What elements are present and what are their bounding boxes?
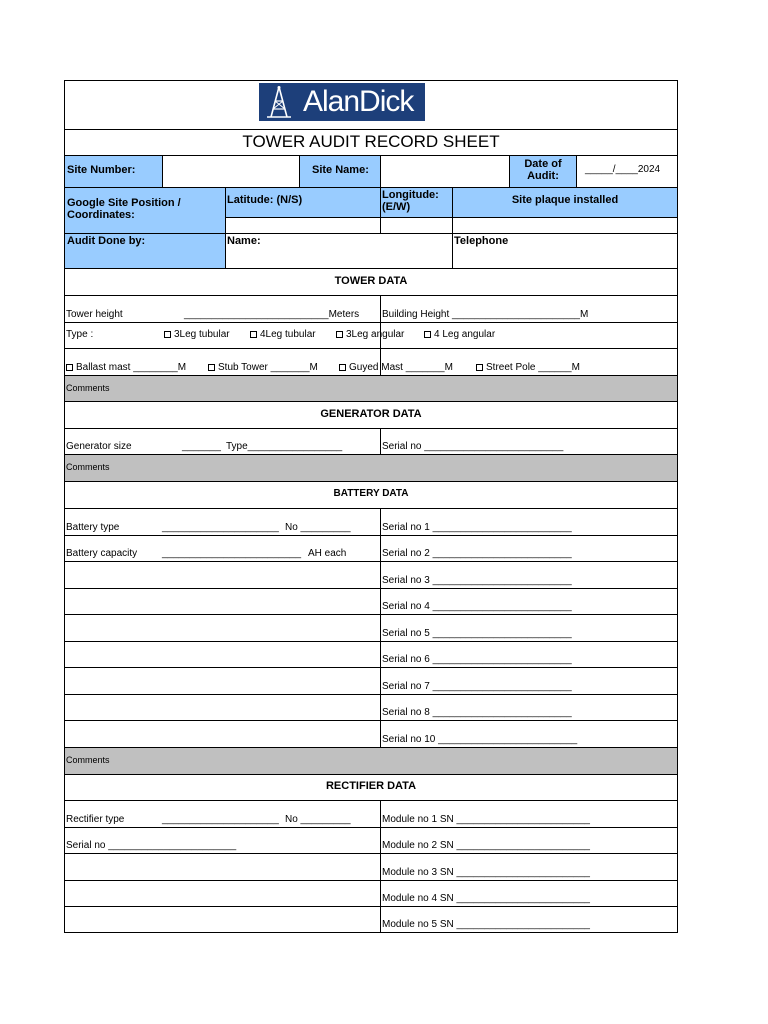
type-option-4leg-angular[interactable]: 4 Leg angular <box>424 329 495 341</box>
logo-text: AlanDick <box>303 85 414 118</box>
latitude-cell <box>225 188 380 233</box>
battery-capacity-field[interactable]: _________________________ <box>162 548 302 559</box>
plaque-label: Site plaque installed <box>511 194 619 206</box>
generator-comments-label: Comments <box>66 462 110 472</box>
name-label: Name: <box>227 235 261 247</box>
audit-done-by-label: Audit Done by: <box>67 235 146 247</box>
checkbox-icon <box>164 331 171 338</box>
battery-row-7 <box>65 668 677 695</box>
generator-serial-field[interactable]: Serial no _________________________ <box>382 441 564 452</box>
checkbox-icon <box>476 364 483 371</box>
site-number-label-cell <box>65 156 162 187</box>
battery-row-4 <box>65 589 677 615</box>
tower-heading-row <box>65 269 677 296</box>
coordinates-row <box>65 188 677 234</box>
generator-size-field[interactable]: _______ <box>182 441 221 452</box>
battery-type-label: Battery type <box>66 522 120 533</box>
type-label: Type : <box>66 329 94 340</box>
google-position-label-cell <box>65 188 225 233</box>
tower-comments-label: Comments <box>66 383 110 393</box>
battery-serial-5[interactable]: Serial no 5 _________________________ <box>382 628 572 639</box>
battery-serial-6[interactable]: Serial no 6 _________________________ <box>382 654 572 665</box>
title-row <box>65 130 677 156</box>
tower-logo-icon <box>259 83 299 121</box>
date-label-cell <box>509 156 576 187</box>
site-number-label: Site Number: <box>67 164 136 176</box>
longitude-cell <box>380 188 452 233</box>
mast-type-row <box>65 349 677 376</box>
rectifier-row-5 <box>65 907 677 933</box>
site-name-label-cell <box>299 156 380 187</box>
module-5-serial[interactable]: Module no 5 SN ________________________ <box>382 919 590 930</box>
tower-height-label: Tower height <box>66 309 123 320</box>
audit-by-row <box>65 234 677 269</box>
telephone-field[interactable] <box>452 234 677 268</box>
google-position-label: Google Site Position / Coordinates: <box>67 197 181 221</box>
battery-row-1 <box>65 509 677 536</box>
battery-row-5 <box>65 615 677 642</box>
module-3-serial[interactable]: Module no 3 SN ________________________ <box>382 867 590 878</box>
tower-type-row <box>65 323 677 349</box>
site-number-field[interactable] <box>162 156 299 187</box>
generator-comments-row[interactable] <box>65 455 677 482</box>
battery-comments-label: Comments <box>66 755 110 765</box>
rectifier-row-4 <box>65 881 677 907</box>
battery-serial-4[interactable]: Serial no 4 _________________________ <box>382 601 572 612</box>
battery-row-6 <box>65 642 677 668</box>
guyed-mast-option[interactable]: Guyed Mast _______M <box>339 362 453 374</box>
battery-heading-row <box>65 482 677 509</box>
site-name-label: Site Name: <box>312 164 369 176</box>
battery-serial-8[interactable]: Serial no 8 _________________________ <box>382 707 572 718</box>
generator-data-heading: GENERATOR DATA <box>320 408 422 420</box>
latitude-label: Latitude: (N/S) <box>227 194 303 206</box>
site-number-row <box>65 156 677 188</box>
checkbox-icon <box>336 331 343 338</box>
generator-row <box>65 429 677 455</box>
street-pole-option[interactable]: Street Pole ______M <box>476 362 580 374</box>
sheet-title: TOWER AUDIT RECORD SHEET <box>242 132 500 151</box>
name-field[interactable] <box>225 234 452 268</box>
module-2-serial[interactable]: Module no 2 SN ________________________ <box>382 840 590 851</box>
date-value: _____/____2024 <box>585 164 661 175</box>
site-name-field[interactable] <box>380 156 509 187</box>
battery-serial-7[interactable]: Serial no 7 _________________________ <box>382 681 572 692</box>
battery-no-field[interactable]: No _________ <box>285 522 351 533</box>
checkbox-icon <box>339 364 346 371</box>
date-of-audit-label: Date of Audit: <box>524 158 562 182</box>
battery-serial-2[interactable]: Serial no 2 _________________________ <box>382 548 572 559</box>
plaque-cell <box>452 188 677 233</box>
company-logo <box>259 83 425 121</box>
stub-tower-option[interactable]: Stub Tower _______M <box>208 362 318 374</box>
rectifier-no-field[interactable]: No _________ <box>285 814 351 825</box>
battery-capacity-label: Battery capacity <box>66 548 138 559</box>
tower-data-heading: TOWER DATA <box>334 275 408 287</box>
type-option-4leg-tubular[interactable]: 4Leg tubular <box>250 329 316 341</box>
tower-comments-row[interactable] <box>65 376 677 402</box>
rectifier-row-1 <box>65 801 677 828</box>
rectifier-row-2 <box>65 828 677 854</box>
generator-type-field[interactable]: Type_________________ <box>226 441 343 452</box>
rectifier-row-3 <box>65 854 677 881</box>
battery-type-field[interactable]: _____________________ <box>162 522 279 533</box>
rectifier-type-field[interactable]: _____________________ <box>162 814 279 825</box>
audit-done-label-cell <box>65 234 225 268</box>
audit-sheet <box>64 80 678 933</box>
type-option-3leg-tubular[interactable]: 3Leg tubular <box>164 329 230 341</box>
type-option-3leg-angular[interactable]: 3Leg angular <box>336 329 404 341</box>
telephone-label: Telephone <box>454 235 509 247</box>
rectifier-serial-field[interactable]: Serial no _______________________ <box>66 840 237 851</box>
battery-serial-3[interactable]: Serial no 3 _________________________ <box>382 575 572 586</box>
battery-serial-1[interactable]: Serial no 1 _________________________ <box>382 522 572 533</box>
checkbox-icon <box>250 331 257 338</box>
rectifier-type-label: Rectifier type <box>66 814 125 825</box>
ballast-mast-option[interactable]: Ballast mast ________M <box>66 362 186 374</box>
date-field[interactable] <box>576 156 677 187</box>
battery-row-3 <box>65 562 677 589</box>
module-4-serial[interactable]: Module no 4 SN ________________________ <box>382 893 590 904</box>
building-height-field[interactable]: Building Height _______________________M <box>382 309 589 320</box>
tower-height-field[interactable]: __________________________Meters <box>184 309 360 320</box>
generator-heading-row <box>65 402 677 429</box>
rectifier-heading-row <box>65 775 677 801</box>
battery-data-heading: BATTERY DATA <box>333 488 409 499</box>
generator-size-label: Generator size <box>66 441 132 452</box>
checkbox-icon <box>66 364 73 371</box>
battery-comments-row[interactable] <box>65 748 677 775</box>
battery-row-2 <box>65 536 677 562</box>
rectifier-data-heading: RECTIFIER DATA <box>325 780 417 792</box>
battery-serial-10[interactable]: Serial no 10 _________________________ <box>382 734 578 745</box>
longitude-label: Longitude: (E/W) <box>382 189 439 213</box>
battery-row-8 <box>65 695 677 721</box>
logo-row <box>65 81 677 130</box>
battery-row-9 <box>65 721 677 748</box>
checkbox-icon <box>208 364 215 371</box>
checkbox-icon <box>424 331 431 338</box>
module-1-serial[interactable]: Module no 1 SN ________________________ <box>382 814 590 825</box>
tower-height-row <box>65 296 677 323</box>
ah-each-label: AH each <box>308 548 347 559</box>
